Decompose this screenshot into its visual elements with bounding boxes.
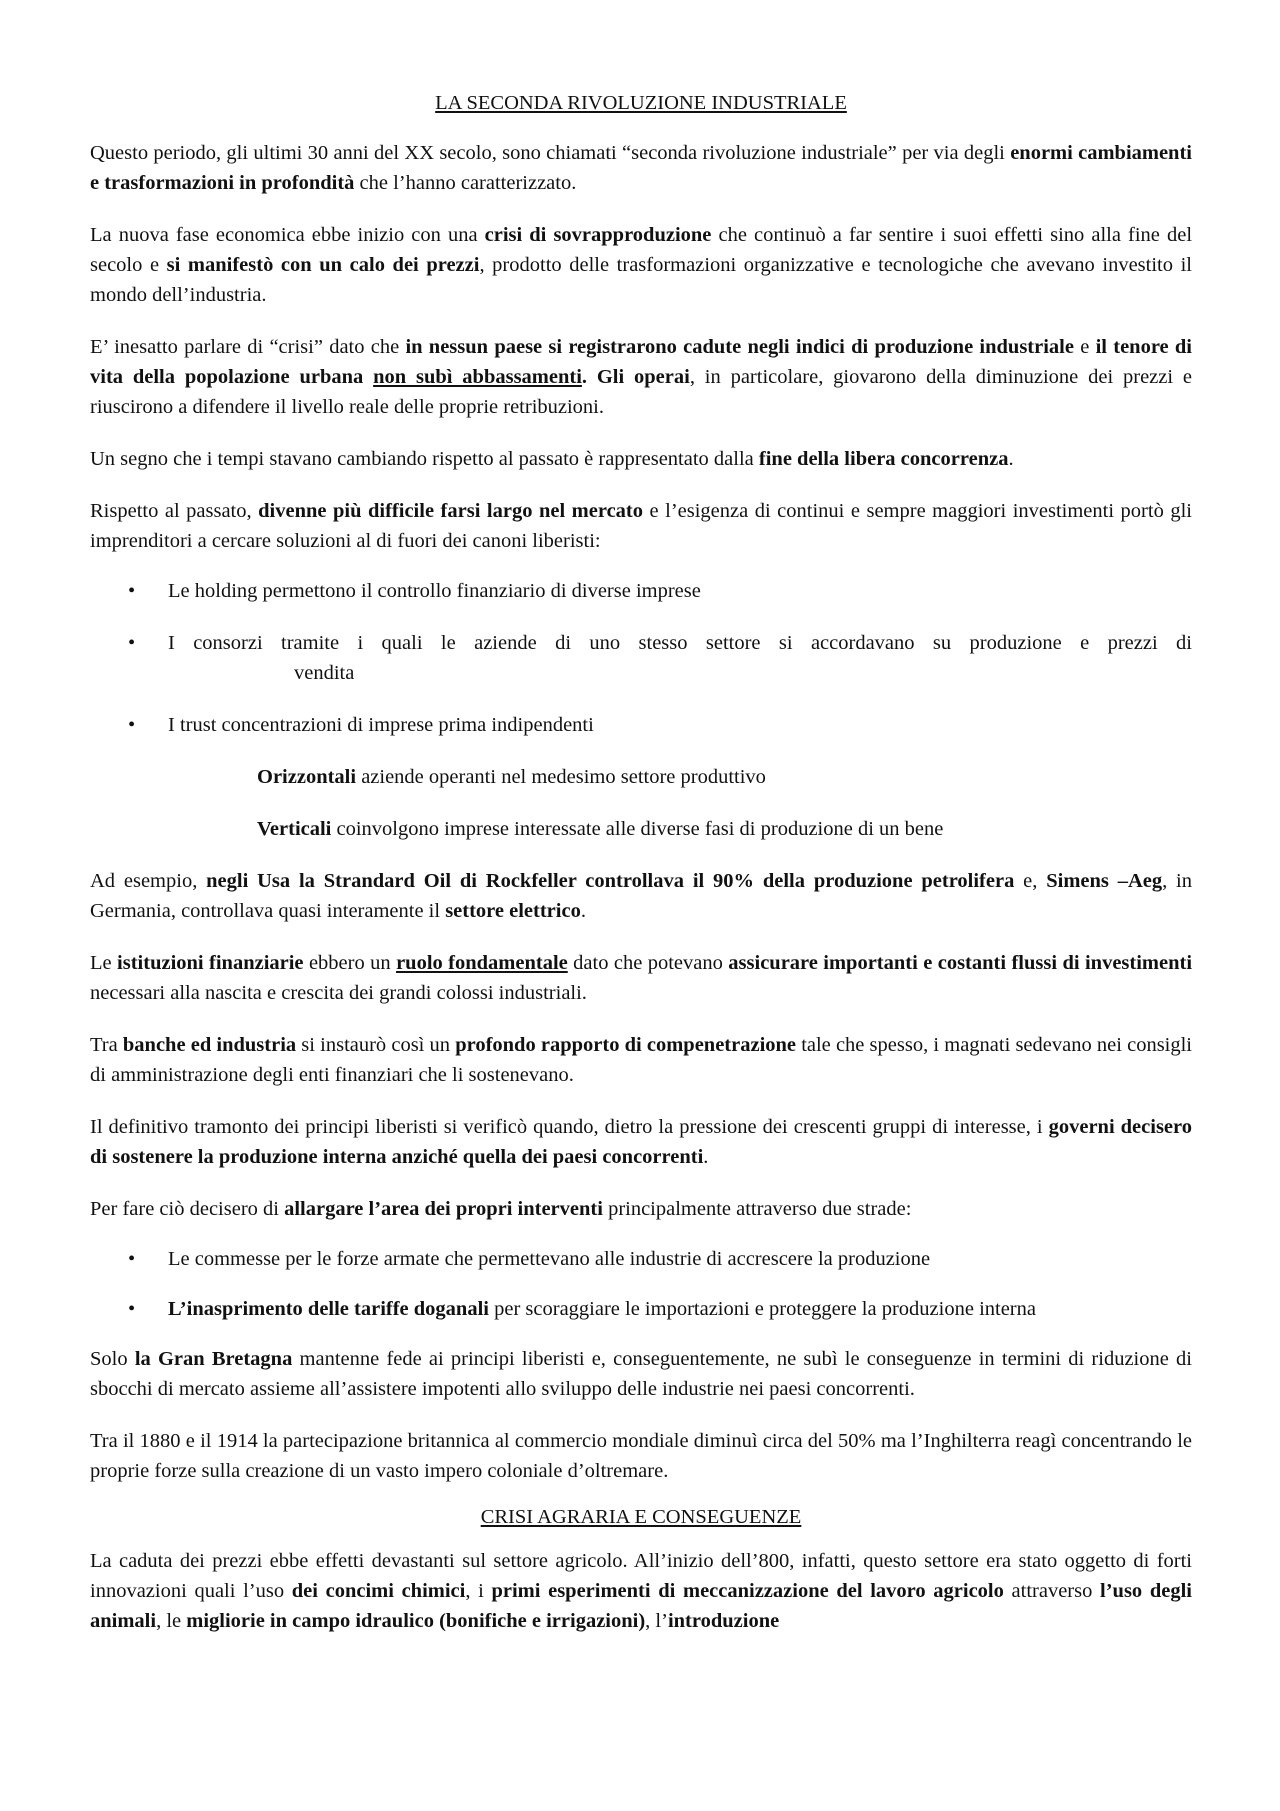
paragraph-esempio: Ad esempio, negli Usa la Strandard Oil di Rockfeller controllava il 90% della produzione petrolifera e, Simens –Aeg, in Germania, controllava quasi interamente il settore elettrico. [90, 870, 1193, 922]
list-item-trust: • I trust concentrazioni di imprese prima indipendenti [90, 710, 1192, 740]
strade-list [90, 1244, 1192, 1324]
paragraph-crisi-agraria: La caduta dei prezzi ebbe effetti devastanti sul settore agricolo. All’inizio dell’800, infatti, questo settore era stato oggetto di forti innovazioni quali l’uso dei concimi chimici, i primi esperimenti di meccanizzazione del lavoro agricolo attraverso l’uso degli animali, le migliorie in campo idraulico (bonifiche e irrigazioni), l’introduzione [90, 1550, 1192, 1632]
bullet-icon: • [128, 1248, 136, 1270]
paragraph-intro: Questo periodo, gli ultimi 30 anni del XX secolo, sono chiamati “seconda rivoluzione industriale” per via degli enormi cambiamenti e trasformazioni in profondità che l’hanno caratterizzato. [90, 142, 1192, 194]
paragraph-interventi: Per fare ciò decisero di allargare l’area dei propri interventi principalmente attraverso due strade: [90, 1198, 912, 1220]
bullet-icon: • [128, 1298, 136, 1320]
bullet-icon: • [128, 714, 136, 736]
paragraph-commercio: Tra il 1880 e il 1914 la partecipazione britannica al commercio mondiale diminuì circa del 50% ma l’Inghilterra reagì concentrando le proprie forze sulla creazione di un vasto impero coloniale d’oltremare. [90, 1430, 1192, 1482]
list-item-holding: • Le holding permettono il controllo finanziario di diverse imprese [90, 576, 1192, 606]
list-item-tariffe: • L’inasprimento delle tariffe doganali per scoraggiare le importazioni e proteggere la produzione interna [90, 1294, 1192, 1324]
list-item-commesse: • Le commesse per le forze armate che permettevano alle industrie di accrescere la produzione [90, 1244, 1192, 1274]
bullet-icon: • [128, 632, 136, 654]
trust-verticali: Verticali coinvolgono imprese interessate alle diverse fasi di produzione di un bene [257, 818, 944, 840]
trust-orizzontali: Orizzontali aziende operanti nel medesimo settore produttivo [257, 766, 766, 788]
list-item-consorzi: • I consorzi tramite i quali le aziende di uno stesso settore si accordavano su produzione e prezzi di vendita [90, 628, 1192, 688]
paragraph-gran-bretagna: Solo la Gran Bretagna mantenne fede ai principi liberisti e, conseguentemente, ne subì le conseguenze in termini di riduzione di sbocchi di mercato assieme all’assistere impotenti allo sviluppo delle industrie nei paesi concorrenti. [90, 1348, 1192, 1400]
paragraph-mercato: Rispetto al passato, divenne più difficile farsi largo nel mercato e l’esigenza di continui e sempre maggiori investimenti portò gli imprenditori a cercare soluzioni al di fuori dei canoni liberisti: [90, 500, 1192, 552]
bullet-icon: • [128, 580, 136, 602]
paragraph-istituzioni: Le istituzioni finanziarie ebbero un ruolo fondamentale dato che potevano assicurare importanti e costanti flussi di investimenti necessari alla nascita e crescita dei grandi colossi industriali. [90, 952, 1193, 1004]
page-title: LA SECONDA RIVOLUZIONE INDUSTRIALE [435, 92, 847, 114]
paragraph-crisi: La nuova fase economica ebbe inizio con una crisi di sovrapproduzione che continuò a far sentire i suoi effetti sino alla fine del secolo e si manifestò con un calo dei prezzi, prodotto delle trasformazioni organizzative e tecnologiche che avevano investito il mondo dell’industria. [90, 224, 1193, 306]
section-title-crisi-agraria: CRISI AGRARIA E CONSEGUENZE [480, 1506, 802, 1528]
paragraph-inesatto: E’ inesatto parlare di “crisi” dato che in nessun paese si registrarono cadute negli indici di produzione industriale e il tenore di vita della popolazione urbana non subì abbassamenti. Gli operai, in particolare, giovarono della diminuzione dei prezzi e riuscirono a difendere il livello reale delle proprie retribuzioni. [90, 336, 1192, 418]
paragraph-concorrenza: Un segno che i tempi stavano cambiando rispetto al passato è rappresentato dalla fine della libera concorrenza. [90, 448, 1014, 470]
paragraph-banche: Tra banche ed industria si instaurò così un profondo rapporto di compenetrazione tale che spesso, i magnati sedevano nei consigli di amministrazione degli enti finanziari che li sostenevano. [90, 1034, 1193, 1086]
forms-list [90, 576, 1192, 740]
paragraph-tramonto: Il definitivo tramonto dei principi liberisti si verificò quando, dietro la pressione dei crescenti gruppi di interesse, i governi decisero di sostenere la produzione interna anziché quella dei paesi concorrenti. [90, 1116, 1192, 1168]
